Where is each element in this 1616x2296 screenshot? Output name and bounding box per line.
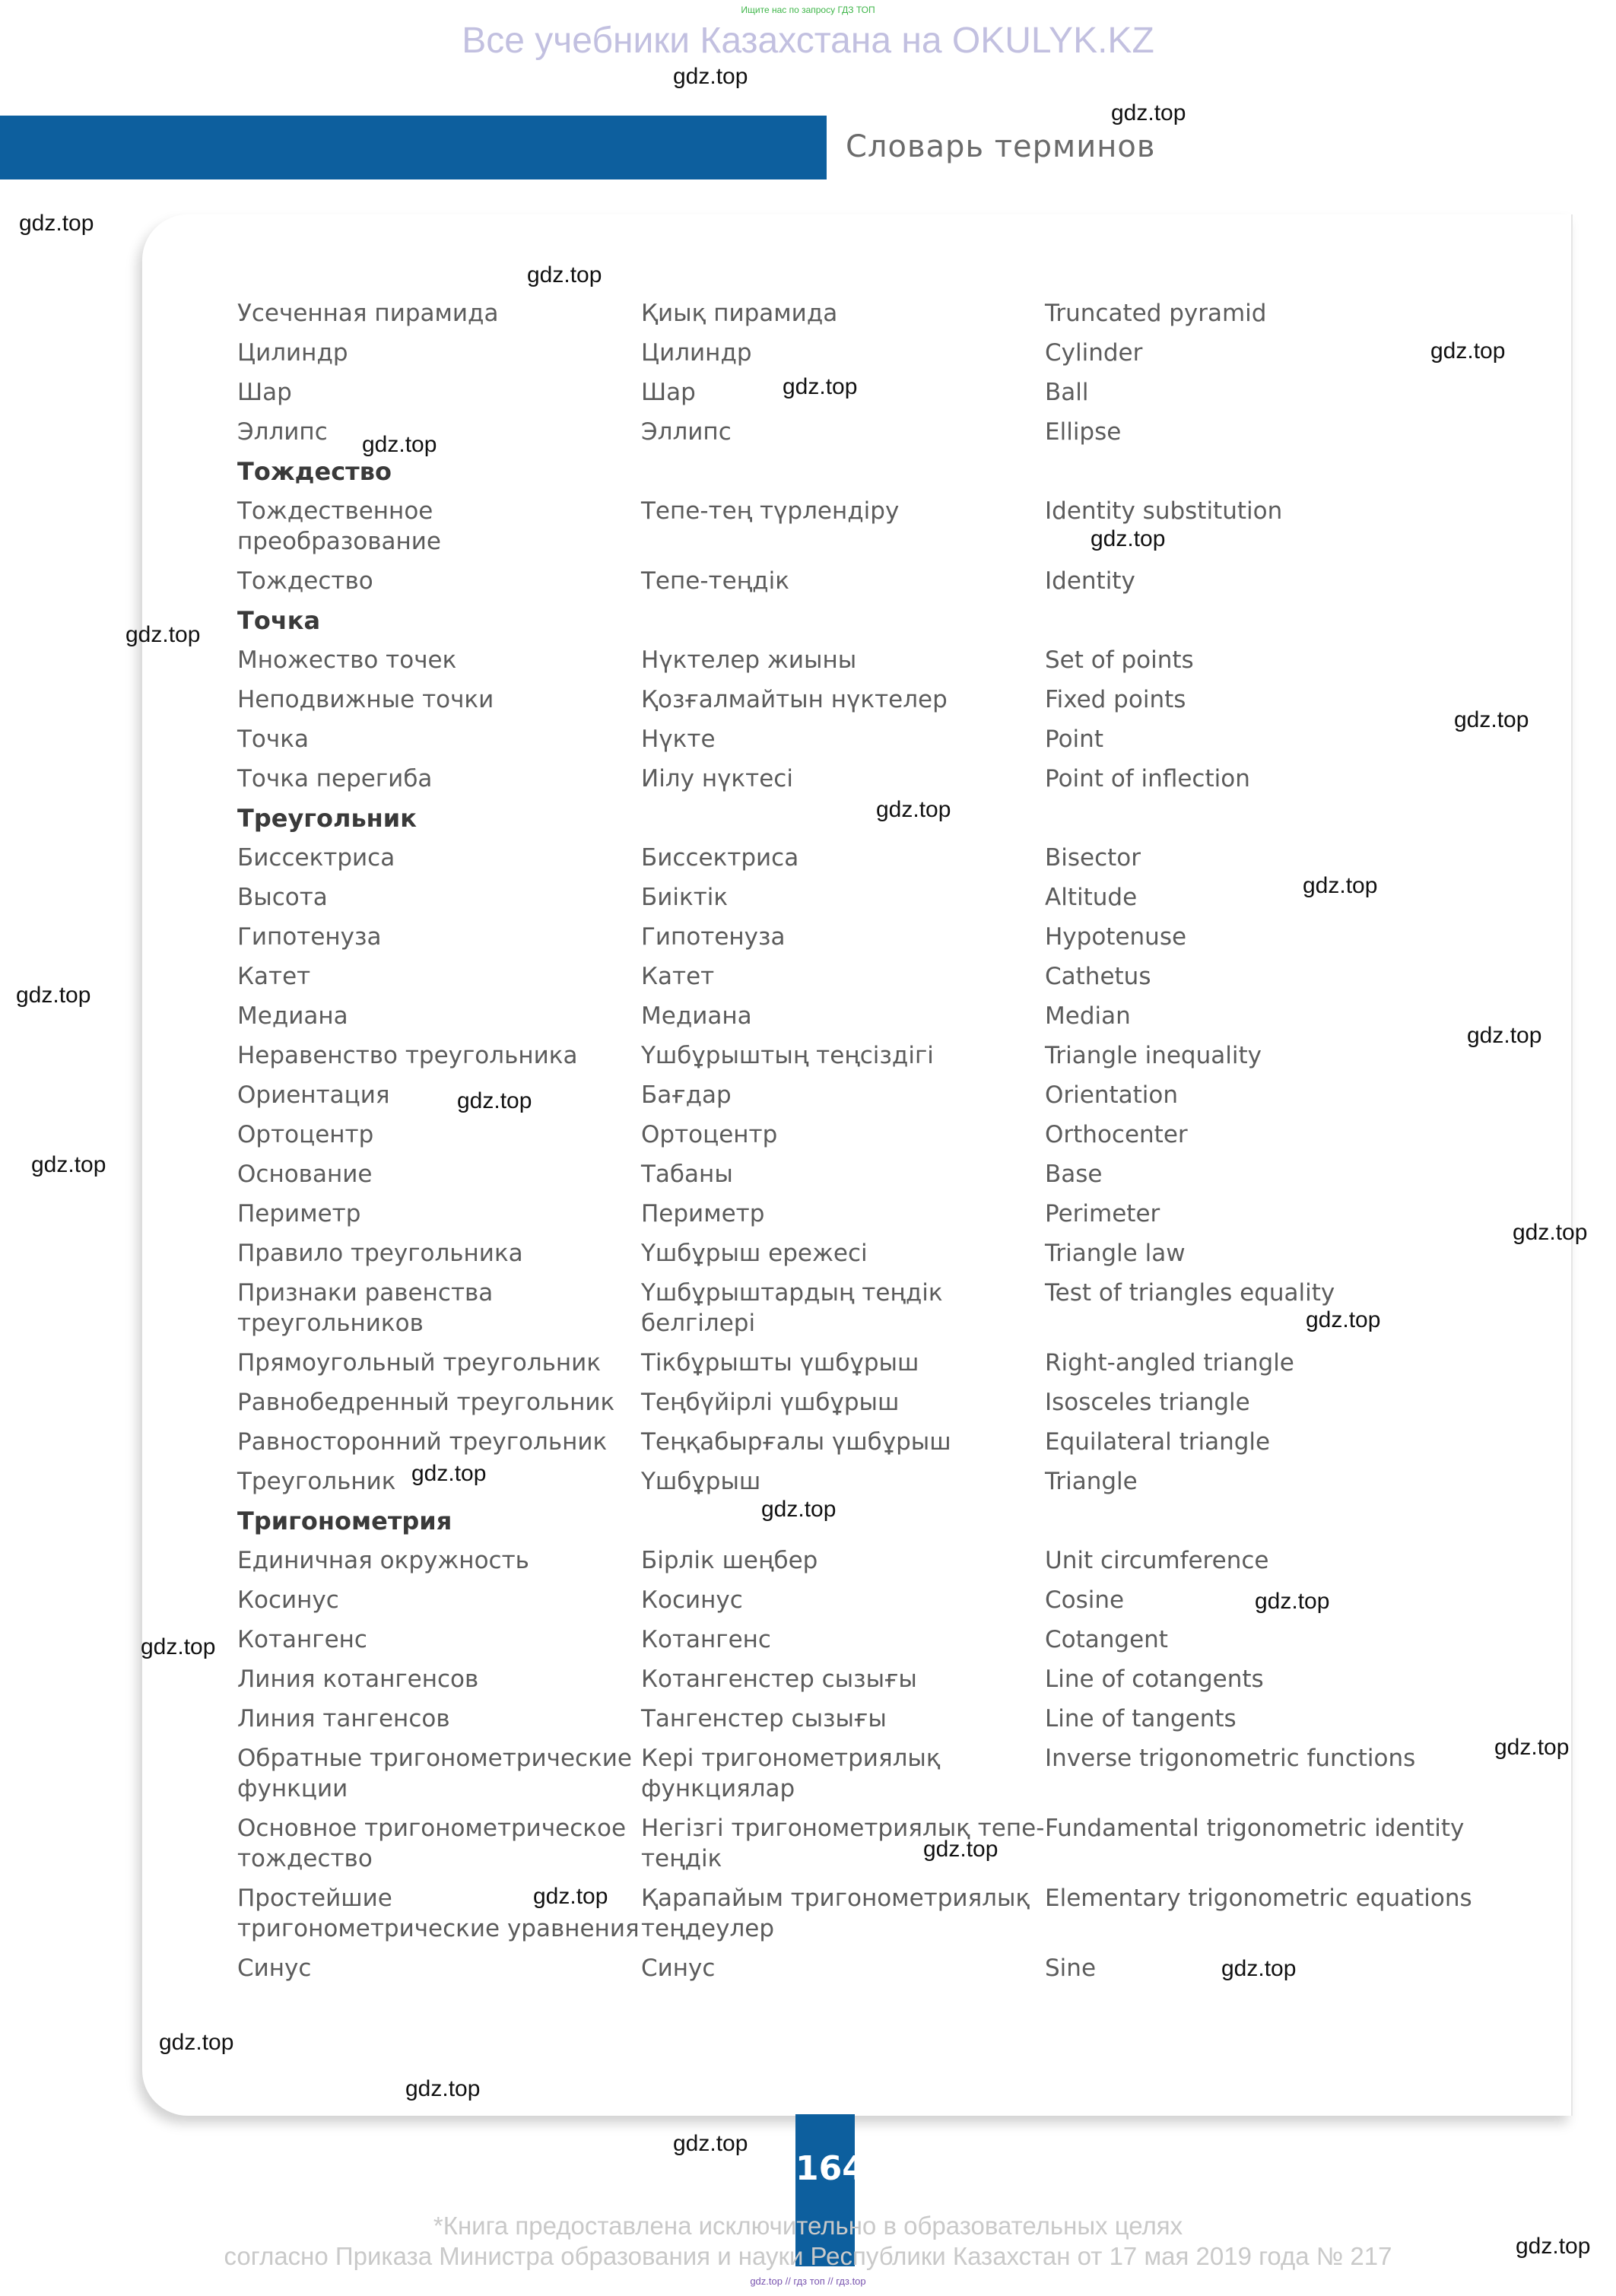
term-en: Elementary trigonometric equations [1045, 1885, 1472, 1912]
term-ru: Линия котангенсов [237, 1666, 479, 1693]
term-kz: Үшбұрыштың теңсіздігі [641, 1042, 934, 1069]
term-kz: Косинус [641, 1586, 743, 1614]
glossary-row [237, 843, 1530, 873]
term-en: Right-angled triangle [1045, 1349, 1294, 1377]
term-ru: Котангенс [237, 1626, 367, 1653]
term-ru: Обратные тригонометрические функции [237, 1745, 633, 1802]
watermark: gdz.top [876, 797, 951, 822]
glossary-row [237, 684, 1530, 715]
glossary-heading [237, 605, 1530, 636]
glossary-row [237, 645, 1530, 675]
glossary-row [237, 338, 1530, 368]
term-kz: Теңқабырғалы үшбұрыш [641, 1428, 951, 1456]
term-ru: Ортоцентр [237, 1121, 374, 1148]
watermark: gdz.top [141, 1634, 216, 1659]
term-ru: Медиана [237, 1002, 348, 1030]
watermark: gdz.top [783, 374, 858, 399]
watermark: gdz.top [1303, 873, 1378, 898]
term-kz: Тепе-тең түрлендіру [641, 497, 900, 525]
watermark: gdz.top [761, 1497, 837, 1522]
section-bar [0, 116, 827, 179]
term-en: Test of triangles equality [1045, 1279, 1335, 1307]
term-en: Inverse trigonometric functions [1045, 1745, 1416, 1772]
watermark: gdz.top [1306, 1307, 1381, 1332]
term-kz: Котангенс [641, 1626, 771, 1653]
term-ru: Высота [237, 884, 328, 911]
term-en: Isosceles triangle [1045, 1389, 1250, 1416]
term-ru: Гипотенуза [237, 923, 382, 951]
term-kz: Медиана [641, 1002, 752, 1030]
term-ru: Косинус [237, 1586, 339, 1614]
term-en: Triangle [1045, 1468, 1138, 1495]
term-ru: Цилиндр [237, 339, 348, 367]
term-kz: Иілу нүктесі [641, 765, 793, 792]
watermark: gdz.top [1494, 1735, 1570, 1760]
watermark: gdz.top [1430, 338, 1506, 364]
term-kz: Үшбұрыш [641, 1468, 761, 1495]
term-en: Cotangent [1045, 1626, 1168, 1653]
term-kz: Биіктік [641, 884, 729, 911]
term-en: Hypotenuse [1045, 923, 1187, 951]
term-kz: Периметр [641, 1200, 765, 1227]
term-en: Line of tangents [1045, 1705, 1237, 1732]
term-kz: Катет [641, 963, 715, 990]
term-kz: Тангенстер сызығы [641, 1705, 887, 1732]
term-ru: Биссектриса [237, 844, 395, 872]
footer-line-1: *Книга предоставлена исключительно в образовательных целях [433, 2212, 1183, 2240]
term-ru: Единичная окружность [237, 1547, 529, 1574]
term-en: Ball [1045, 379, 1089, 406]
glossary-row [237, 764, 1530, 794]
glossary-row [237, 1813, 1530, 1874]
footer-line-2: согласно Приказа Министра образования и науки Республики Казахстан от 17 мая 2019 года № 217 [224, 2242, 1392, 2270]
term-ru: Тождество [237, 567, 373, 595]
term-ru: Правило треугольника [237, 1240, 523, 1267]
term-ru: Усеченная пирамида [237, 300, 499, 327]
glossary-table [237, 298, 1530, 1993]
term-kz: Кері тригонометриялық функциялар [641, 1745, 941, 1802]
term-ru: Равносторонний треугольник [237, 1428, 608, 1456]
term-ru: Шар [237, 379, 292, 406]
term-ru: Треугольник [237, 1468, 396, 1495]
glossary-row [237, 1883, 1530, 1944]
term-ru: Множество точек [237, 646, 457, 674]
term-ru: Признаки равенства треугольников [237, 1279, 494, 1337]
watermark: gdz.top [405, 2076, 481, 2101]
glossary-row [237, 922, 1530, 952]
glossary-row [237, 1159, 1530, 1189]
term-kz: Синус [641, 1955, 716, 1982]
term-kz: Бағдар [641, 1081, 732, 1109]
watermark: gdz.top [673, 2131, 748, 2156]
term-en: Equilateral triangle [1045, 1428, 1271, 1456]
term-kz: Қозғалмайтын нүктелер [641, 686, 948, 713]
glossary-row [237, 377, 1530, 408]
glossary-row [237, 566, 1530, 596]
term-ru: Линия тангенсов [237, 1705, 450, 1732]
term-kz: Бірлік шеңбер [641, 1547, 818, 1574]
term-kz: Негізгі тригонометриялық тепе-теңдік [641, 1815, 1045, 1872]
glossary-row [237, 1704, 1530, 1734]
watermark: gdz.top [1467, 1023, 1542, 1048]
glossary-row [237, 1545, 1530, 1576]
term-en: Line of cotangents [1045, 1666, 1264, 1693]
term-en: Cosine [1045, 1586, 1125, 1614]
glossary-row [237, 1080, 1530, 1110]
term-en: Sine [1045, 1955, 1097, 1982]
watermark: gdz.top [457, 1088, 532, 1113]
term-en: Point of inflection [1045, 765, 1250, 792]
glossary-row [237, 1119, 1530, 1150]
term-kz: Қиық пирамида [641, 300, 838, 327]
term-en: Fixed points [1045, 686, 1186, 713]
watermark: gdz.top [125, 622, 201, 647]
term-ru: Ориентация [237, 1081, 390, 1109]
watermark: gdz.top [1454, 707, 1529, 732]
term-ru: Основание [237, 1161, 373, 1188]
term-ru: Равнобедренный треугольник [237, 1389, 615, 1416]
term-ru: Простейшие тригонометрические уравнения [237, 1885, 640, 1942]
term-en: Bisector [1045, 844, 1141, 872]
watermark: gdz.top [673, 64, 748, 89]
term-en: Truncated pyramid [1045, 300, 1267, 327]
term-en: Cathetus [1045, 963, 1151, 990]
watermark: gdz.top [1255, 1589, 1330, 1614]
heading-text: Точка [237, 606, 321, 635]
term-en: Perimeter [1045, 1200, 1160, 1227]
term-ru: Прямоугольный треугольник [237, 1349, 602, 1377]
term-en: Identity substitution [1045, 497, 1283, 525]
watermark: gdz.top [527, 262, 602, 287]
watermark: gdz.top [923, 1837, 998, 1862]
top-note: Ищите нас по запросу ГДЗ ТОП [741, 5, 875, 15]
watermark: gdz.top [1091, 526, 1166, 551]
term-ru: Точка [237, 726, 309, 753]
term-kz: Котангенстер сызығы [641, 1666, 917, 1693]
page-number: 164 [795, 2149, 865, 2188]
term-ru: Тождественное преобразование [237, 497, 441, 555]
glossary-heading [237, 456, 1530, 487]
heading-text: Тождество [237, 457, 392, 486]
term-kz: Биссектриса [641, 844, 799, 872]
term-kz: Теңбүйірлі үшбұрыш [641, 1389, 900, 1416]
watermark: gdz.top [31, 1152, 106, 1177]
glossary-row [237, 961, 1530, 992]
term-kz: Цилиндр [641, 339, 752, 367]
term-en: Point [1045, 726, 1103, 753]
glossary-row [237, 1624, 1530, 1655]
term-kz: Табаны [641, 1161, 733, 1188]
glossary-row [237, 1040, 1530, 1071]
term-ru: Точка перегиба [237, 765, 433, 792]
glossary-heading [237, 1506, 1530, 1536]
watermark: gdz.top [533, 1884, 608, 1909]
term-kz: Шар [641, 379, 696, 406]
term-kz: Нүкте [641, 726, 716, 753]
term-ru: Катет [237, 963, 311, 990]
glossary-row [237, 298, 1530, 329]
watermark: gdz.top [1513, 1220, 1588, 1245]
heading-text: Тригонометрия [237, 1507, 452, 1535]
term-ru: Неравенство треугольника [237, 1042, 578, 1069]
watermark: gdz.top [1111, 100, 1186, 125]
glossary-row [237, 496, 1530, 557]
watermark: gdz.top [362, 432, 437, 457]
term-ru: Неподвижные точки [237, 686, 494, 713]
term-kz: Үшбұрыш ережесі [641, 1240, 868, 1267]
term-kz: Нүктелер жиыны [641, 646, 857, 674]
term-kz: Үшбұрыштардың теңдік белгілері [641, 1279, 943, 1337]
term-ru: Синус [237, 1955, 312, 1982]
card-divider [1571, 214, 1573, 2116]
footer-links[interactable]: gdz.top // гдз топ // гдз.top [750, 2275, 866, 2287]
term-en: Cylinder [1045, 339, 1143, 367]
term-en: Altitude [1045, 884, 1138, 911]
term-ru: Периметр [237, 1200, 361, 1227]
term-ru: Основное тригонометрическое тождество [237, 1815, 627, 1872]
term-en: Ellipse [1045, 418, 1122, 446]
term-kz: Тепе-теңдік [641, 567, 789, 595]
glossary-row [237, 1953, 1530, 1983]
term-kz: Қарапайым тригонометриялық теңдеулер [641, 1885, 1030, 1942]
glossary-row [237, 1664, 1530, 1694]
term-en: Orientation [1045, 1081, 1179, 1109]
glossary-row [237, 1387, 1530, 1418]
glossary-row [237, 1001, 1530, 1031]
heading-text: Треугольник [237, 804, 417, 833]
glossary-row [237, 1585, 1530, 1615]
glossary-row [237, 1348, 1530, 1378]
term-en: Unit circumference [1045, 1547, 1269, 1574]
glossary-row [237, 1199, 1530, 1229]
watermark: gdz.top [1516, 2234, 1591, 2259]
term-kz: Гипотенуза [641, 923, 786, 951]
section-title: Словарь терминов [846, 129, 1156, 164]
term-en: Fundamental trigonometric identity [1045, 1815, 1465, 1842]
term-kz: Эллипс [641, 418, 732, 446]
watermark: gdz.top [159, 2030, 234, 2055]
watermark: gdz.top [16, 983, 91, 1008]
term-ru: Эллипс [237, 418, 328, 446]
glossary-row [237, 1743, 1530, 1804]
watermark: gdz.top [411, 1461, 487, 1486]
term-en: Set of points [1045, 646, 1194, 674]
watermark: gdz.top [1221, 1956, 1297, 1981]
term-en: Triangle law [1045, 1240, 1186, 1267]
term-en: Median [1045, 1002, 1131, 1030]
term-kz: Ортоцентр [641, 1121, 778, 1148]
site-title[interactable]: Все учебники Казахстана на OKULYK.KZ [462, 21, 1154, 61]
glossary-row [237, 1238, 1530, 1269]
glossary-row [237, 1427, 1530, 1457]
glossary-row [237, 724, 1530, 754]
term-kz: Тікбұрышты үшбұрыш [641, 1349, 919, 1377]
term-en: Base [1045, 1161, 1103, 1188]
term-en: Identity [1045, 567, 1135, 595]
term-en: Triangle inequality [1045, 1042, 1262, 1069]
watermark: gdz.top [19, 211, 94, 236]
term-en: Orthocenter [1045, 1121, 1188, 1148]
